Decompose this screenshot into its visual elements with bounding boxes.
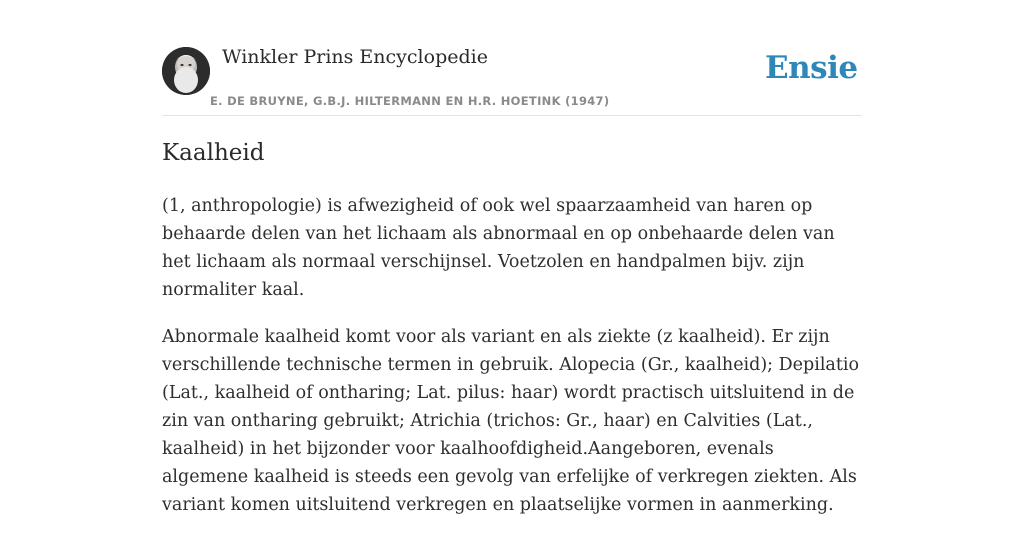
bearded-man-portrait-icon (162, 47, 210, 95)
article-paragraph: Abnormale kaalheid komt voor als variant en als ziekte (z kaalheid). Er zijn verschillende technische termen in gebruik. Alopecia (Gr., kaalheid); Depilatio (Lat., kaalheid of ontharing; Lat. pilus: haar) wordt practisch uitsluitend in de zin van ontharing gebruikt; Atrichia (trichos: Gr., haar) en Calvities (Lat., kaalheid) in het bijzonder voor kaalhoofdigheid.Aangeboren, evenals algemene kaalheid is steeds een gevolg van erfelijke of verkregen ziekten. Als variant komen uitsluitend verkregen en plaatselijke vormen in aanmerking. (162, 327, 860, 515)
header-divider (162, 115, 862, 116)
article-paragraph: (1, anthropologie) is afwezigheid of ook wel spaarzaamheid van haren op behaarde delen van het lichaam als abnormaal en op onbehaarde delen van het lichaam als normaal verschijnsel. Voetzolen en handpalmen bijv. zijn normaliter kaal. (162, 196, 835, 300)
source-title[interactable]: Winkler Prins Encyclopedie (222, 46, 488, 68)
ensie-logo[interactable]: Ensie (765, 50, 858, 86)
article-headword: Kaalheid (162, 140, 265, 166)
author-avatar (162, 47, 210, 95)
source-authors: E. DE BRUYNE, G.B.J. HILTERMANN EN H.R. HOETINK (1947) (210, 94, 610, 108)
article-body (162, 192, 862, 538)
